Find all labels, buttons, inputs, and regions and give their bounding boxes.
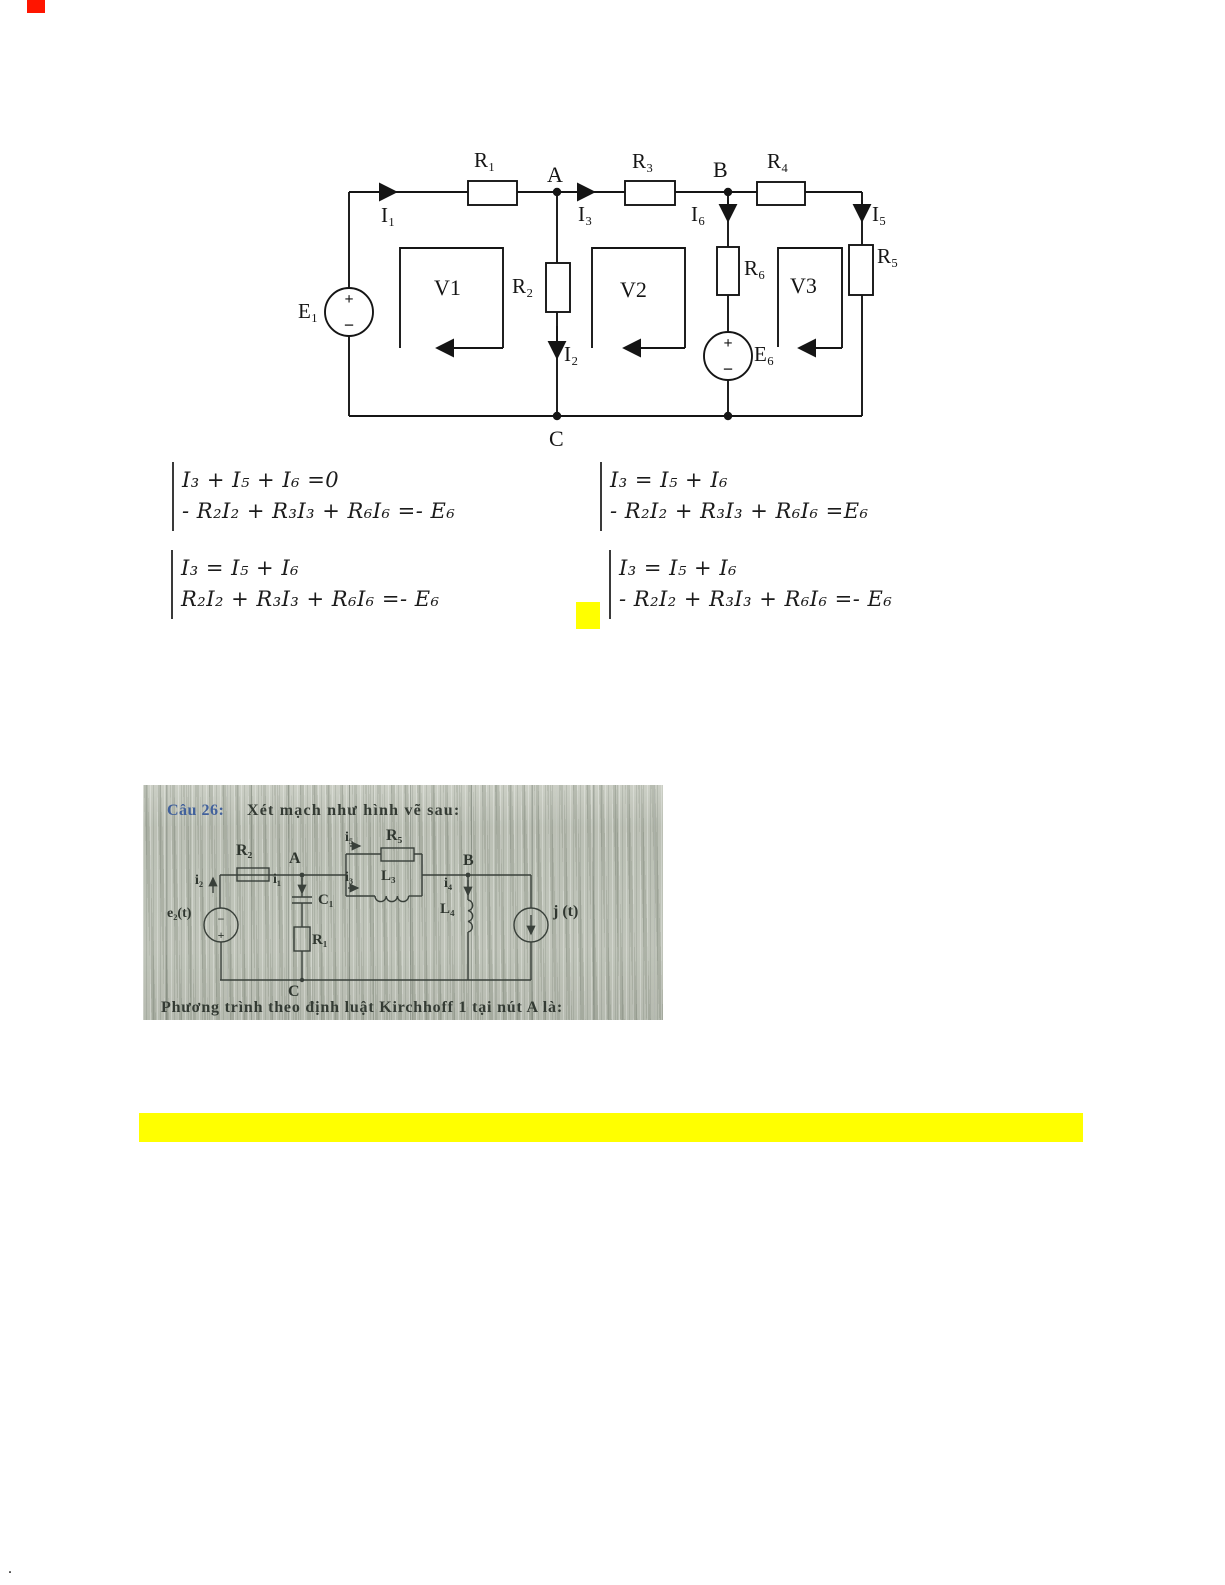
equation-line: I₃ = I₅ + I₆ [610,468,729,492]
label-i1: I₁ [381,203,396,227]
equation-option-top-left [172,462,455,531]
label-node-c: C [288,983,300,1000]
node-e6-dot [724,412,732,420]
label-node-c: C [549,426,564,451]
e2-minus-sign: − [217,912,225,926]
label-r4: R₄ [767,149,789,173]
label-r2: R₂ [236,842,253,859]
label-r5: R₅ [386,827,403,844]
label-r6: R₆ [744,256,766,280]
yellow-answer-square [576,602,600,629]
label-v3: V3 [790,273,817,298]
equation-line: - R₂I₂ + R₃I₃ + R₆I₆ =- E₆ [619,587,893,611]
inductor-l3 [375,896,409,902]
yellow-highlight-bar [139,1113,1083,1142]
node-a-dot [300,873,305,878]
node-c-dot [553,412,561,420]
resistor-r5 [381,848,414,861]
label-r3: R₃ [632,149,654,173]
circuit1-diagram [0,0,925,470]
label-e6: E₆ [754,342,775,366]
resistor-r1 [294,927,310,951]
label-i3: i₃ [345,870,354,885]
kirchhoff-question-text: Phương trình theo định luật Kirchhoff 1 tại nút A là: [161,999,563,1016]
label-r1: R₁ [312,932,328,948]
label-i4: i₄ [444,876,453,891]
label-i2: I₂ [564,342,579,366]
resistor-r4 [757,182,805,205]
node-c-dot [300,978,304,982]
label-node-b: B [463,852,474,869]
label-node-a: A [289,850,301,867]
node-b-dot [724,188,732,196]
equation-line: I₃ = I₅ + I₆ [181,556,300,580]
resistor-r3 [625,181,675,205]
label-i3: I₃ [578,202,593,226]
circuit2-diagram [143,785,663,1020]
loop-v3 [778,248,842,348]
e6-minus-sign: − [722,359,734,379]
equation-line: - R₂I₂ + R₃I₃ + R₆I₆ =- E₆ [182,499,456,523]
label-l4: L₄ [440,901,455,917]
equation-line: R₂I₂ + R₃I₃ + R₆I₆ =- E₆ [181,587,440,611]
label-j: j (t) [553,903,579,920]
equation-option-bottom-left [171,550,440,619]
label-r1: R₁ [474,148,496,172]
label-i6: I₆ [691,202,706,226]
equation-line: I₃ + I₅ + I₆ =0 [182,468,340,492]
resistor-r2 [546,263,570,312]
equation-line: I₃ = I₅ + I₆ [619,556,738,580]
equation-option-bottom-right [609,550,892,619]
stray-period: . [8,1560,12,1577]
resistor-r1 [468,181,517,205]
e1-plus-sign: + [344,291,354,308]
label-node-a: A [547,162,563,187]
label-e1: E₁ [298,299,319,323]
label-node-b: B [713,157,728,182]
label-i5: i₅ [345,830,354,845]
label-v1: V1 [434,275,461,300]
resistor-r6 [717,247,739,295]
equation-line: - R₂I₂ + R₃I₃ + R₆I₆ =E₆ [610,499,869,523]
inductor-l4 [468,900,473,932]
question-photo [143,785,663,1020]
label-l3: L₃ [381,868,396,884]
label-e2: e₂(t) [167,906,192,921]
e6-plus-sign: + [723,335,733,352]
resistor-r5 [849,245,873,295]
equation-option-top-right [600,462,869,531]
label-c1: C₁ [318,892,334,908]
label-i1: i₁ [273,872,282,887]
label-r2: R₂ [512,274,534,298]
label-v2: V2 [620,277,647,302]
question-number-label: Câu 26: [167,802,225,819]
node-a-dot [553,188,561,196]
node-b-dot [466,873,471,878]
label-i5: I₅ [872,202,887,226]
label-r5: R₅ [877,244,899,268]
e1-minus-sign: − [343,315,355,335]
e2-plus-sign: + [217,928,225,942]
label-i2: i₂ [195,873,204,888]
question-text: Xét mạch như hình vẽ sau: [247,802,461,819]
